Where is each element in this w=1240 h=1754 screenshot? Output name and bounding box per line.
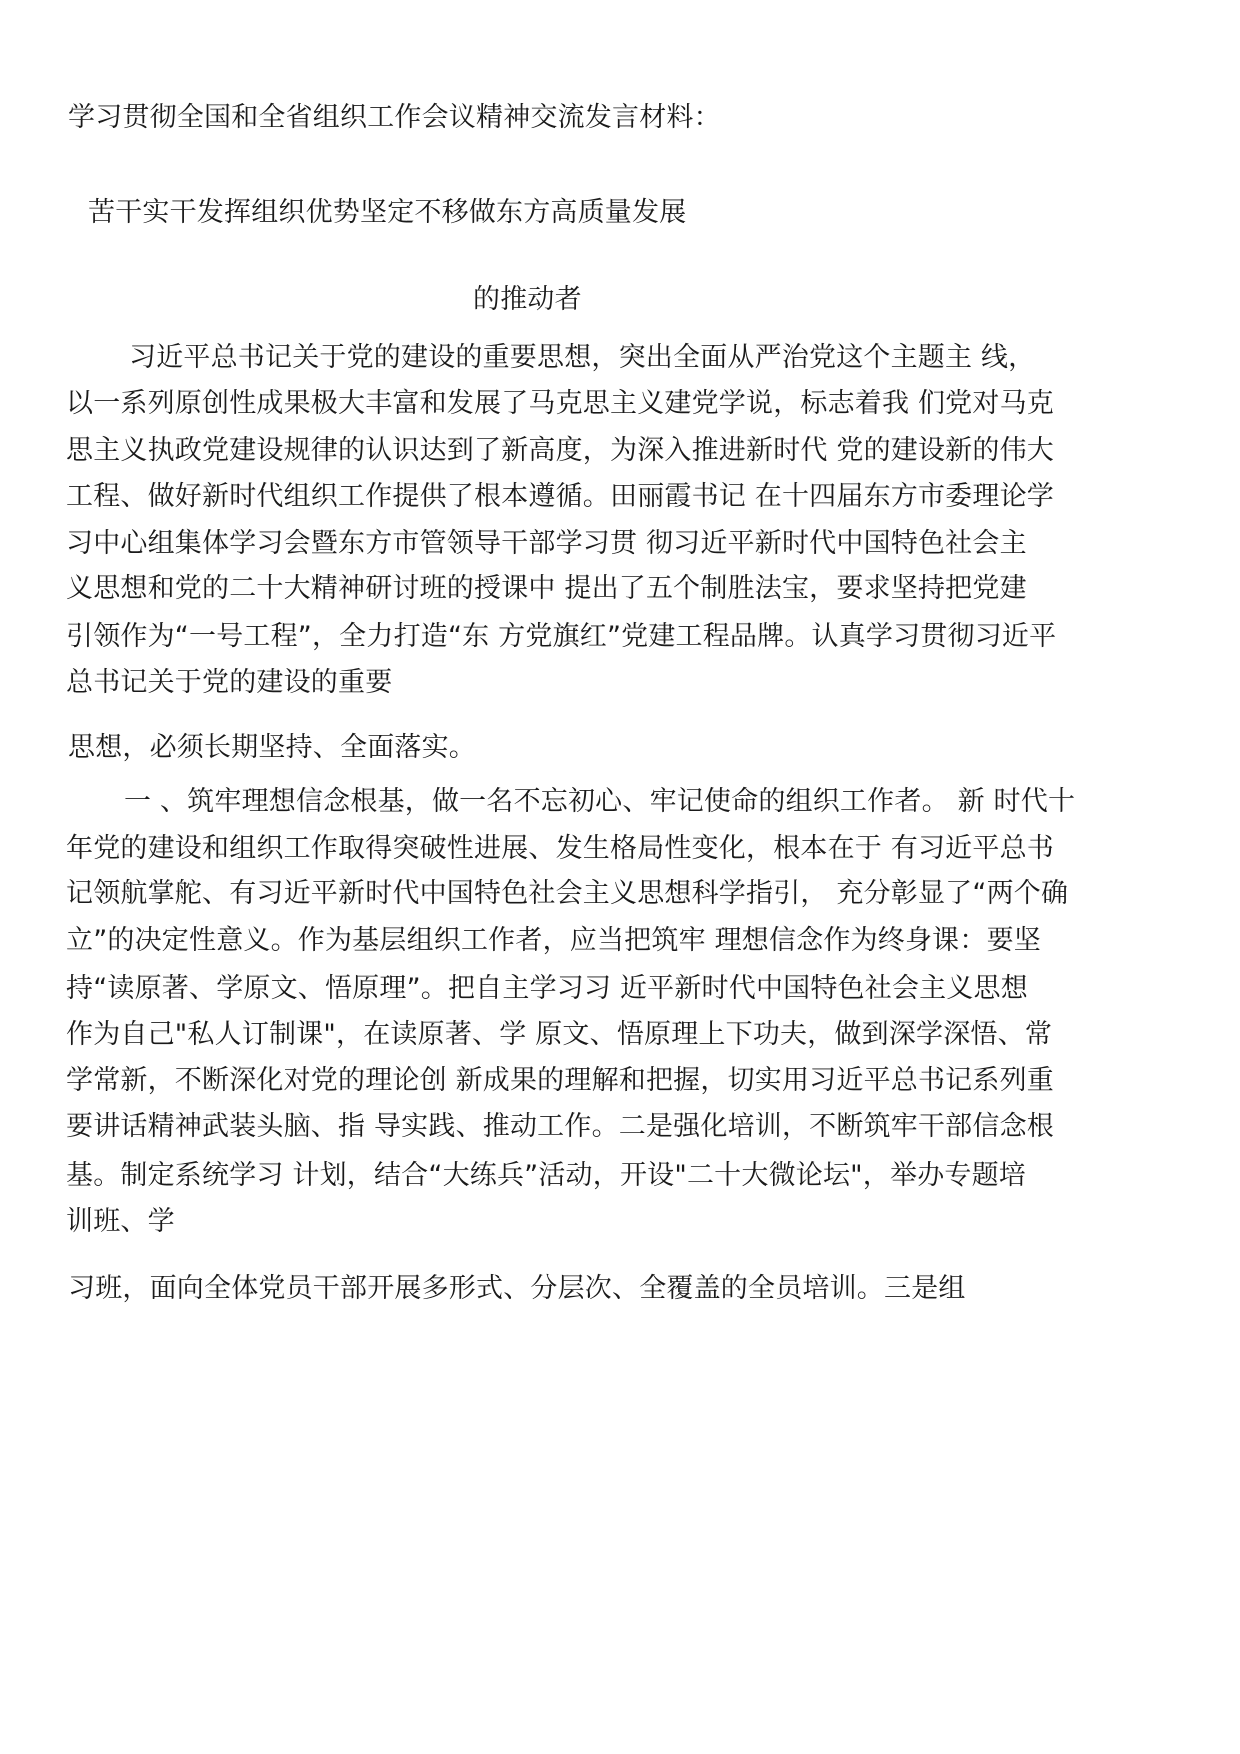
document-title-line-2: 的推动者 <box>473 284 582 315</box>
paragraph-1-tail: 思想，必须长期坚持、全面落实。 <box>68 732 476 763</box>
paragraph-2-line: 基。制定系统学习 计划，结合“大练兵”活动，开设"二十大微论坛"，举办专题培 <box>66 1160 1026 1191</box>
paragraph-1-line: 习近平总书记关于党的建设的重要思想，突出全面从严治党这个主题主 线， <box>129 342 1036 373</box>
paragraph-1-line: 习中心组集体学习会暨东方市管领导干部学习贯 彻习近平新时代中国特色社会主 <box>66 528 1027 559</box>
paragraph-1-line: 引领作为“一号工程”，全力打造“东 方党旗红”党建工程品牌。认真学习贯彻习近平 <box>66 621 1057 652</box>
paragraph-2-tail: 习班，面向全体党员干部开展多形式、分层次、全覆盖的全员培训。三是组 <box>68 1273 966 1304</box>
paragraph-1-line: 总书记关于党的建设的重要 <box>66 667 393 698</box>
paragraph-2-line: 持“读原著、学原文、悟原理”。把自主学习习 近平新时代中国特色社会主义思想 <box>66 973 1028 1004</box>
paragraph-2-line: 一 、筑牢理想信念根基，做一名不忘初心、牢记使命的组织工作者。 新 时代十 <box>124 786 1076 817</box>
paragraph-2-line: 年党的建设和组织工作取得突破性进展、发生格局性变化，根本在于 有习近平总书 <box>66 833 1054 864</box>
paragraph-2-line: 学常新，不断深化对党的理论创 新成果的理解和把握，切实用习近平总书记系列重 <box>66 1065 1054 1096</box>
document-heading: 学习贯彻全国和全省组织工作会议精神交流发言材料： <box>68 102 721 133</box>
paragraph-1-line: 工程、做好新时代组织工作提供了根本遵循。田丽霞书记 在十四届东方市委理论学 <box>66 481 1054 512</box>
paragraph-1-line: 以一系列原创性成果极大丰富和发展了马克思主义建党学说，标志着我 们党对马克 <box>66 388 1054 419</box>
paragraph-2-line: 记领航掌舵、有习近平新时代中国特色社会主义思想科学指引， 充分彰显了“两个确 <box>66 878 1069 909</box>
document-title-line-1: 苦干实干发挥组织优势坚定不移做东方高质量发展 <box>88 197 687 228</box>
paragraph-1-line: 思主义执政党建设规律的认识达到了新高度，为深入推进新时代 党的建设新的伟大 <box>66 435 1054 466</box>
paragraph-2-line: 训班、学 <box>66 1206 175 1237</box>
paragraph-1-line: 义思想和党的二十大精神研讨班的授课中 提出了五个制胜法宝，要求坚持把党建 <box>66 573 1027 604</box>
paragraph-2-line: 立”的决定性意义。作为基层组织工作者，应当把筑牢 理想信念作为终身课：要坚 <box>66 925 1041 956</box>
paragraph-2-line: 要讲话精神武装头脑、指 导实践、推动工作。二是强化培训，不断筑牢干部信念根 <box>66 1111 1054 1142</box>
paragraph-2-line: 作为自己"私人订制课"，在读原著、学 原文、悟原理上下功夫，做到深学深悟、常 <box>66 1019 1053 1050</box>
